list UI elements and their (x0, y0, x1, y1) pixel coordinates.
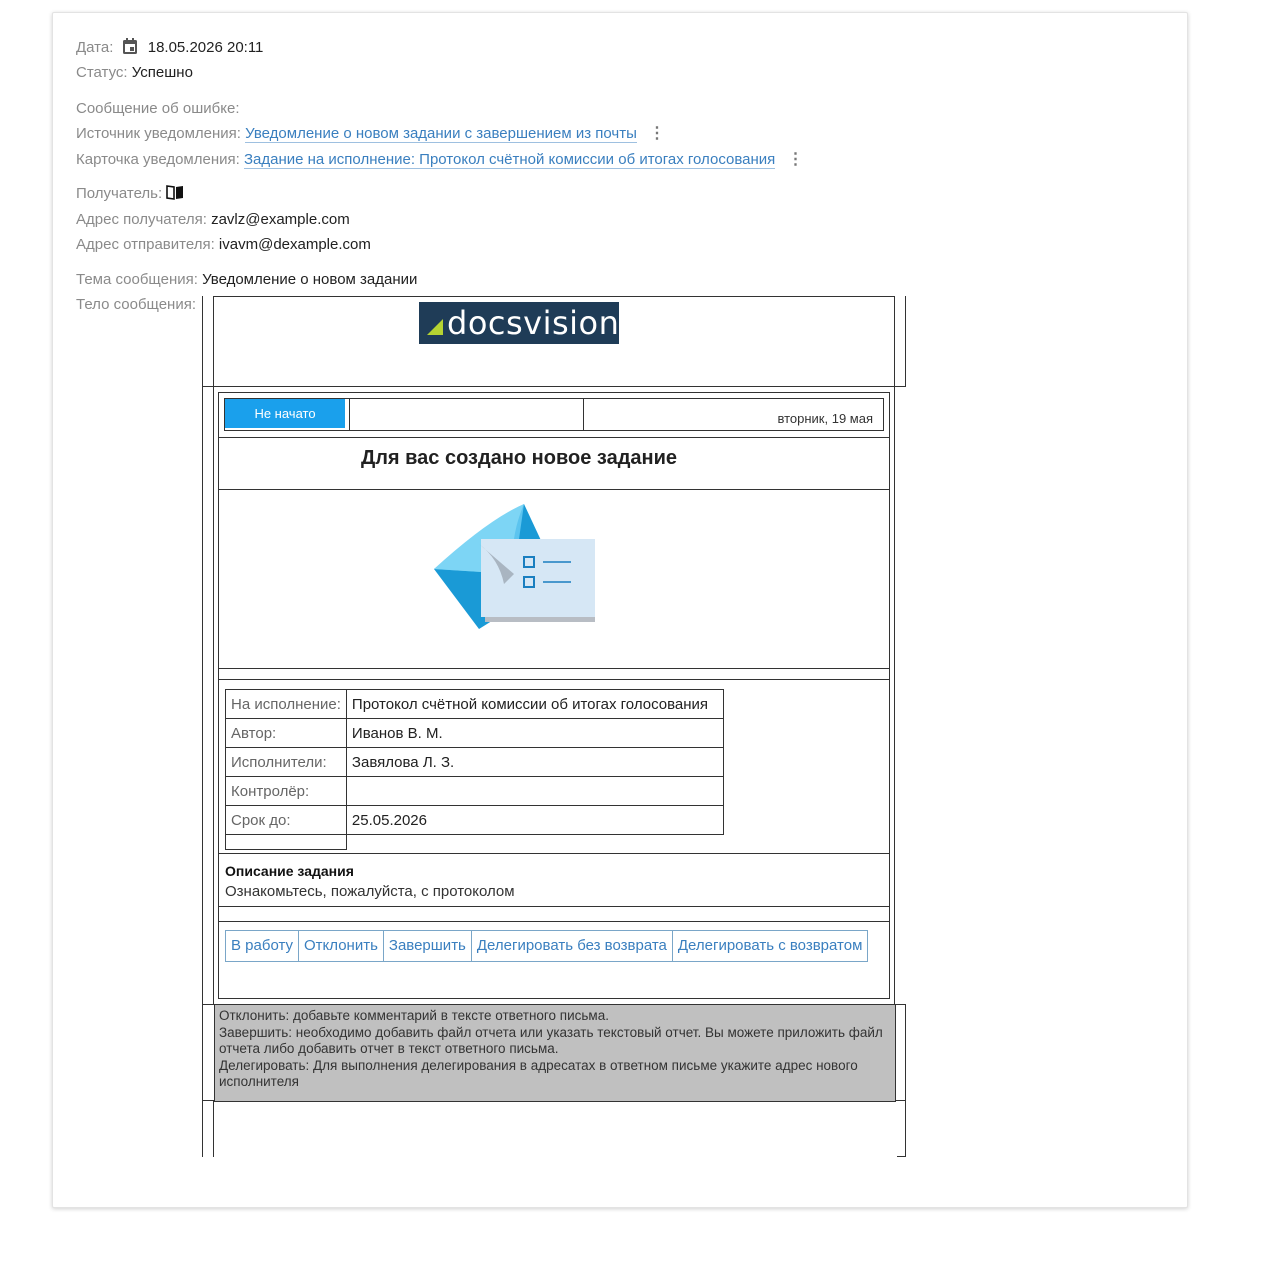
frame-line (213, 386, 214, 1004)
complete-button[interactable]: Завершить (384, 931, 472, 961)
subject-value: Уведомление о новом задании (202, 271, 418, 288)
detail-key: Исполнители: (226, 748, 347, 777)
frame-line (897, 1156, 906, 1157)
logo-text: docsvision (447, 304, 620, 342)
task-details-table (225, 689, 724, 835)
footer-line: Отклонить: добавьте комментарий в тексте ответного письма. (219, 1008, 609, 1023)
reject-button[interactable]: Отклонить (299, 931, 384, 961)
table-row (226, 719, 724, 748)
action-buttons (225, 930, 868, 962)
take-to-work-button[interactable]: В работу (226, 931, 299, 961)
detail-key: Автор: (226, 719, 347, 748)
table-row (226, 748, 724, 777)
task-date: вторник, 19 мая (777, 411, 873, 426)
frame-line (905, 296, 906, 386)
card-label: Карточка уведомления: (76, 151, 240, 168)
sender-address-label: Адрес отправителя: (76, 236, 215, 253)
sender-address-row (76, 235, 371, 255)
status-value: Успешно (131, 64, 193, 81)
date-row (76, 38, 263, 58)
frame-line (905, 1004, 906, 1157)
frame-line (213, 1100, 214, 1157)
calendar-icon (122, 38, 138, 55)
detail-key: Контролёр: (226, 777, 347, 806)
detail-value: Протокол счётной комиссии об итогах голосования (346, 690, 723, 719)
task-panel (218, 392, 890, 999)
detail-value: Завялова Л. З. (346, 748, 723, 777)
recipient-address-row (76, 210, 350, 230)
date-value: 18.05.2026 20:11 (147, 39, 264, 56)
source-row (76, 124, 665, 144)
delegate-with-return-button[interactable]: Делегировать с возвратом (677, 937, 863, 954)
recipient-label: Получатель: (76, 185, 163, 202)
card-link[interactable]: Задание на исполнение: Протокол счётной комиссии об итогах голосования (243, 151, 776, 168)
recipient-row (76, 184, 184, 204)
detail-value: Иванов В. М. (346, 719, 723, 748)
error-label: Сообщение об ошибке: (76, 100, 240, 117)
more-vert-icon[interactable]: ⋮ (649, 125, 666, 142)
detail-value: 25.05.2026 (346, 806, 723, 835)
detail-key: Срок до: (226, 806, 347, 835)
logo-mark (427, 319, 443, 335)
status-label: Статус: (76, 64, 128, 81)
recipient-address-value: zavlz@example.com (211, 211, 350, 228)
description-text: Ознакомьтесь, пожалуйста, с протоколом (225, 883, 515, 900)
error-row (76, 99, 239, 119)
book-icon[interactable] (166, 184, 184, 200)
status-badge: Не начато (225, 399, 345, 428)
footer-line: Завершить: необходимо добавить файл отчета или указать текстовый отчет. Вы можете приложить файл отчета либо добавить отчет в текст ответного письма. (219, 1024, 883, 1056)
frame-line (213, 296, 214, 386)
frame-line (202, 386, 906, 387)
table-row (226, 777, 724, 806)
more-vert-icon[interactable]: ⋮ (787, 151, 804, 168)
subject-label: Тема сообщения: (76, 271, 198, 288)
frame-line (202, 296, 203, 1157)
frame-line (894, 296, 895, 386)
instructions-footer (214, 1004, 896, 1102)
task-heading: Для вас создано новое задание (360, 447, 678, 469)
envelope-icon (429, 499, 599, 634)
table-row (226, 806, 724, 835)
body-row (76, 295, 196, 315)
description-title: Описание задания (225, 863, 354, 879)
frame-line (894, 386, 895, 1004)
footer-line: Делегировать: Для выполнения делегирования в адресатах в ответном письме укажите адрес нового исполнителя (219, 1057, 858, 1089)
source-link[interactable]: Уведомление о новом задании с завершением из почты (245, 125, 637, 142)
body-label: Тело сообщения: (76, 296, 197, 313)
status-row (76, 63, 193, 83)
detail-value (346, 777, 723, 806)
card-row (76, 150, 803, 170)
frame-line (213, 296, 895, 297)
detail-key: На исполнение: (226, 690, 347, 719)
date-label: Дата: (76, 39, 114, 56)
recipient-address-label: Адрес получателя: (76, 211, 207, 228)
table-row (226, 690, 724, 719)
email-body (202, 296, 906, 1157)
docsvision-logo (419, 302, 619, 344)
subject-row (76, 270, 417, 290)
delegate-no-return-button[interactable]: Делегировать без возврата (472, 931, 673, 961)
source-label: Источник уведомления: (76, 125, 241, 142)
sender-address-value: ivavm@dexample.com (218, 236, 371, 253)
